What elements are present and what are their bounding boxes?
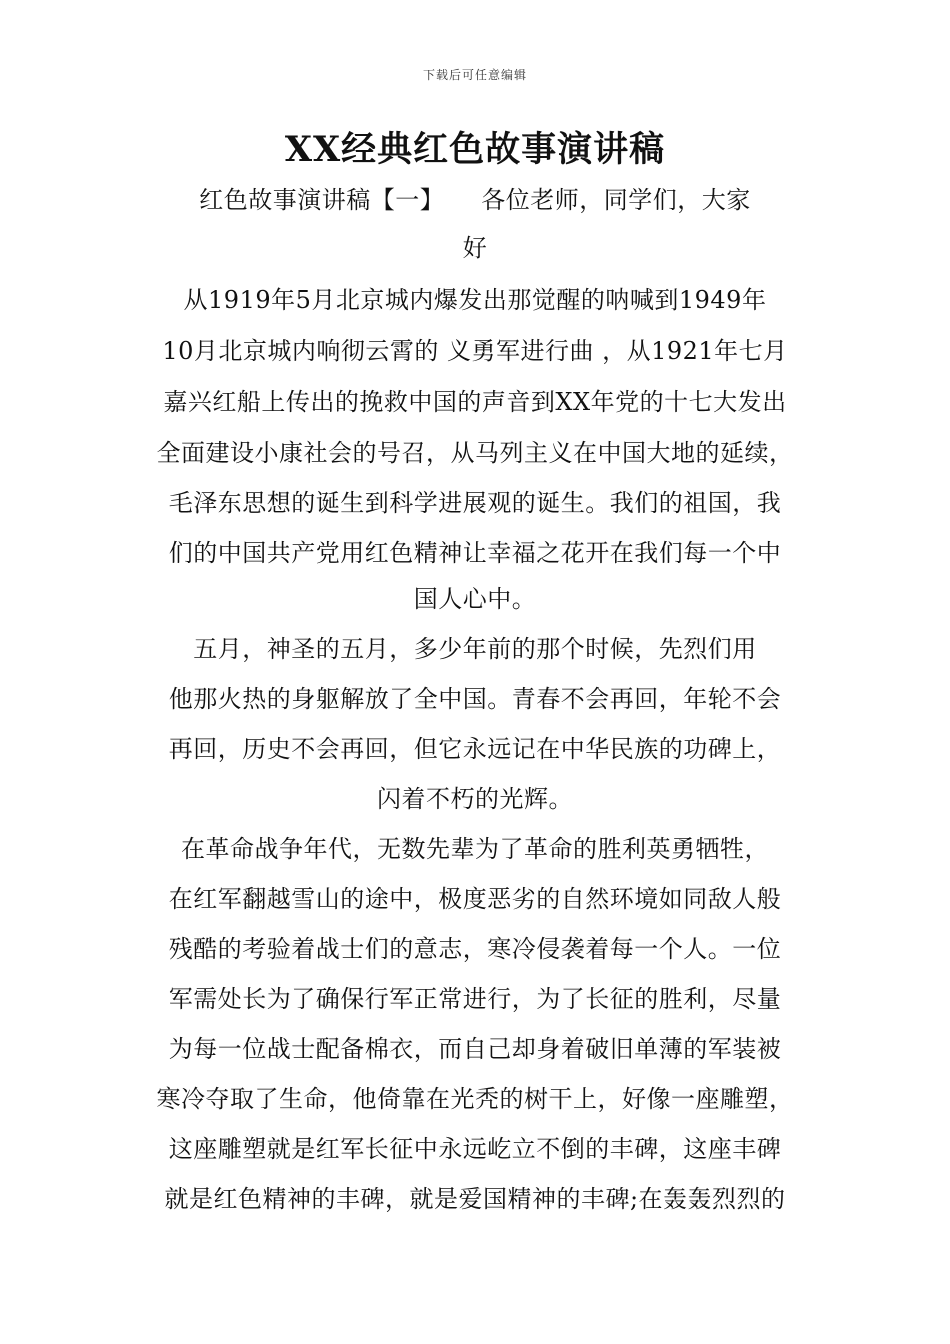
body-line: 残酷的考验着战士们的意志，寒冷侵袭着每一个人。一位: [168, 935, 782, 963]
document-title: XX经典红色故事演讲稿: [284, 129, 666, 170]
body-line: 寒冷夺取了生命，他倚靠在光秃的树干上，好像一座雕塑，: [156, 1085, 794, 1113]
body-line: 们的中国共产党用红色精神让幸福之花开在我们每一个中: [168, 539, 782, 567]
body-line: 从1919年5月北京城内爆发出那觉醒的呐喊到1949年: [183, 286, 767, 314]
body-line: 在红军翻越雪山的途中，极度恶劣的自然环境如同敌人般: [168, 885, 782, 913]
body-line: 10月北京城内响彻云霄的 义勇军进行曲 ，从1921年七月: [162, 337, 788, 365]
body-line: 嘉兴红船上传出的挽救中国的声音到XX年党的十七大发出: [163, 388, 787, 416]
body-line: 红色故事演讲稿【一】 各位老师，同学们，大家: [199, 186, 751, 214]
body-line: 这座雕塑就是红军长征中永远屹立不倒的丰碑，这座丰碑: [168, 1135, 782, 1163]
body-line: 就是红色精神的丰碑，就是爱国精神的丰碑;在轰轰烈烈的: [164, 1185, 786, 1213]
body-line: 为每一位战士配备棉衣，而自己却身着破旧单薄的军装被: [168, 1035, 782, 1063]
body-line: 他那火热的身躯解放了全中国。青春不会再回，年轮不会: [168, 685, 782, 713]
body-line: 好: [462, 234, 488, 262]
body-line: 再回，历史不会再回，但它永远记在中华民族的功碑上，: [168, 735, 782, 763]
header-note: 下载后可任意编辑: [422, 68, 527, 82]
body-line: 国人心中。: [413, 585, 537, 613]
body-line: 毛泽东思想的诞生到科学进展观的诞生。我们的祖国，我: [168, 489, 782, 517]
body-line: 军需处长为了确保行军正常进行，为了长征的胜利，尽量: [168, 985, 782, 1013]
body-line: 在革命战争年代，无数先辈为了革命的胜利英勇牺牲，: [181, 835, 769, 863]
body-line: 五月，神圣的五月，多少年前的那个时候，先烈们用: [193, 635, 757, 663]
body-line: 闪着不朽的光辉。: [377, 785, 573, 813]
body-line: 全面建设小康社会的号召，从马列主义在中国大地的延续，: [156, 439, 794, 467]
